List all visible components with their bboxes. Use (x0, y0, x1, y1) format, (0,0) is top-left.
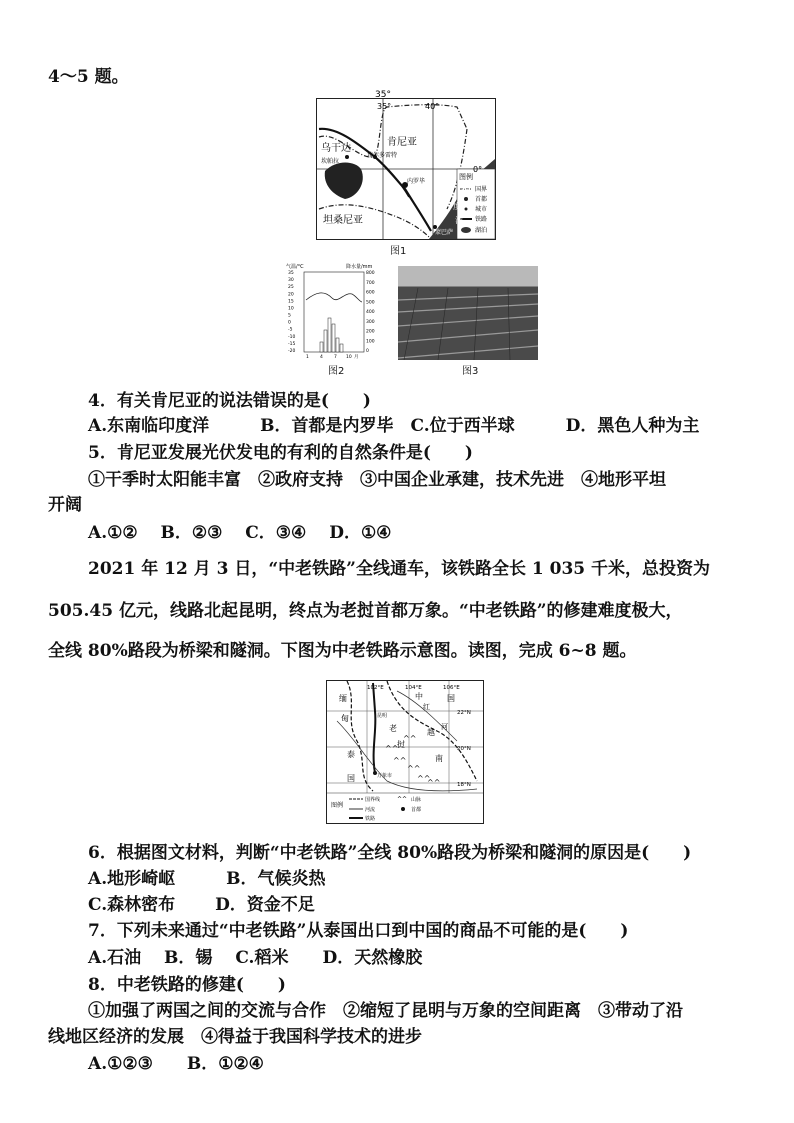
passage-line-3: 全线 80%路段为桥梁和隧洞。下图为中老铁路示意图。读图，完成 6~8 题。 (48, 641, 637, 661)
svg-text:^^: ^^ (397, 796, 408, 803)
svg-text:国界: 国界 (475, 186, 488, 193)
kenya-label: 肯尼亚 (387, 137, 417, 148)
temp-tick-label: -20 (288, 349, 296, 354)
svg-text:^^: ^^ (407, 764, 421, 773)
svg-text:城市: 城市 (475, 206, 488, 213)
question-5: 5．肯尼亚发展光伏发电的有利的自然条件是( ) (88, 443, 473, 463)
question-4: 4．有关肯尼亚的说法错误的是( ) (88, 391, 371, 411)
svg-text:国: 国 (447, 694, 455, 703)
passage-line-2: 505.45 亿元，线路北起昆明，终点为老挝首都万象。“中老铁路”的修建难度极大， (48, 601, 683, 621)
intro-text: 4～5 题。 (48, 67, 129, 87)
svg-text:泰: 泰 (347, 750, 355, 759)
temp-tick-label: 30 (288, 278, 294, 284)
svg-text:18°N: 18°N (457, 782, 471, 788)
mombasa-label: 蒙巴萨 (435, 229, 454, 236)
svg-text:^^: ^^ (427, 778, 441, 787)
svg-text:气温/°C: 气温/°C (286, 264, 304, 270)
precip-tick-label: 200 (366, 329, 375, 335)
question-4-options: A.东南临印度洋 B．首都是内罗毕 C.位于西半球 D．黑色人种为主 (88, 416, 700, 436)
svg-text:^^: ^^ (417, 774, 431, 783)
temp-tick-label: 15 (288, 299, 294, 305)
nairobi-label: 内罗毕 (407, 178, 426, 185)
precip-tick-label: 0 (366, 349, 369, 354)
legend-title: 图例 (459, 173, 473, 181)
question-8: 8．中老铁路的修建( ) (88, 975, 286, 995)
tanzania-label: 坦桑尼亚 (323, 215, 363, 226)
temp-tick-label: -15 (288, 341, 296, 347)
fig3-caption: 图3 (462, 366, 479, 377)
solar-farm-photo (398, 266, 538, 360)
svg-text:102°E: 102°E (367, 685, 384, 691)
svg-text:106°E: 106°E (443, 685, 460, 691)
svg-text:洋: 洋 (455, 216, 463, 225)
svg-text:国: 国 (347, 774, 355, 783)
precip-tick-label: 500 (366, 300, 375, 306)
fig1-caption: 图1 (390, 246, 407, 257)
question-5-options: A.①② B．②③ C．③④ D．①④ (88, 523, 392, 543)
svg-text:度: 度 (453, 202, 461, 211)
svg-text:缅: 缅 (339, 694, 347, 703)
precip-tick-label: 300 (366, 319, 375, 325)
svg-text:104°E: 104°E (405, 685, 422, 691)
lon-35-label: 35° (377, 102, 392, 111)
svg-text:月: 月 (354, 355, 359, 360)
svg-text:越: 越 (427, 728, 435, 737)
svg-text:昆明: 昆明 (377, 713, 388, 719)
question-6-options-b: C.森林密布 D．资金不足 (88, 895, 315, 915)
svg-text:印: 印 (461, 188, 469, 197)
temp-tick-label: 25 (288, 285, 294, 291)
svg-text:降水量/mm: 降水量/mm (346, 264, 373, 270)
lat-0-label: 0° (473, 165, 483, 174)
svg-text:甸: 甸 (341, 714, 349, 723)
question-5-items: ①干季时太阳能丰富 ②政府支持 ③中国企业承建，技术先进 ④地形平坦 (88, 470, 666, 490)
question-5-items-cont: 开阔 (48, 495, 82, 515)
svg-text:^^: ^^ (403, 734, 417, 743)
temp-tick-label: -10 (288, 334, 296, 340)
question-6-options-a: A.地形崎岖 B．气候炎热 (88, 869, 326, 889)
svg-text:万象市: 万象市 (377, 773, 393, 779)
eldoret-label: 埃尔多雷特 (367, 152, 398, 159)
svg-text:铁路: 铁路 (475, 216, 488, 223)
svg-text:湖泊: 湖泊 (475, 227, 488, 234)
svg-text:首都: 首都 (411, 807, 422, 813)
svg-text:国界线: 国界线 (365, 797, 381, 803)
question-7: 7．下列未来通过“中老铁路”从泰国出口到中国的商品不可能的是( ) (88, 921, 629, 941)
china-laos-railway-map (326, 680, 484, 824)
lon-40-label: 40° (425, 102, 440, 111)
precip-tick-label: 100 (366, 339, 375, 345)
question-8-options: A.①②③ B．①②④ (88, 1054, 264, 1074)
svg-text:山脉: 山脉 (411, 797, 422, 803)
svg-text:首都: 首都 (475, 196, 488, 203)
svg-text:20°N: 20°N (457, 746, 471, 752)
temp-tick-label: 10 (288, 306, 294, 312)
climate-chart (286, 262, 382, 360)
svg-text:4: 4 (320, 355, 323, 360)
svg-text:10: 10 (346, 355, 352, 360)
precip-tick-label: 800 (366, 271, 375, 276)
question-8-items: ①加强了两国之间的交流与合作 ②缩短了昆明与万象的空间距离 ③带动了沿 (88, 1001, 683, 1021)
svg-text:挝: 挝 (397, 740, 405, 749)
svg-text:图例: 图例 (331, 802, 344, 809)
svg-text:^^: ^^ (393, 756, 407, 765)
svg-text:1: 1 (306, 355, 309, 360)
precip-tick-label: 400 (366, 310, 375, 315)
svg-text:红: 红 (423, 703, 430, 711)
svg-text:河: 河 (441, 723, 448, 731)
question-6: 6．根据图文材料，判断“中老铁路”全线 80%路段为桥梁和隧洞的原因是( ) (88, 843, 692, 863)
svg-text:铁路: 铁路 (365, 816, 376, 822)
temp-tick-label: 35 (288, 271, 294, 276)
kenya-map (316, 90, 496, 240)
svg-text:7: 7 (334, 355, 337, 360)
temp-tick-label: -5 (288, 327, 293, 333)
svg-text:老: 老 (389, 724, 397, 733)
svg-text:中: 中 (415, 692, 423, 701)
svg-text:22°N: 22°N (457, 710, 471, 716)
precip-tick-label: 600 (366, 290, 375, 296)
temp-tick-label: 20 (288, 292, 294, 298)
fig2-caption: 图2 (328, 366, 345, 377)
temp-tick-label: 0 (288, 320, 291, 326)
svg-text:南: 南 (435, 754, 443, 763)
svg-text:35°: 35° (375, 90, 391, 100)
passage-line-1: 2021 年 12 月 3 日，“中老铁路”全线通车，该铁路全长 1 035 千米，总投资为 (88, 559, 711, 579)
svg-text:^^: ^^ (385, 744, 399, 753)
uganda-label: 乌干达 (321, 143, 351, 154)
question-8-items-cont: 线地区经济的发展 ④得益于我国科学技术的进步 (48, 1027, 422, 1047)
svg-text:河流: 河流 (365, 807, 376, 813)
kampala-label: 坎帕拉 (321, 158, 340, 165)
question-7-options: A.石油 B．锡 C.稻米 D．天然橡胶 (88, 948, 423, 968)
precip-tick-label: 700 (366, 280, 375, 286)
temp-tick-label: 5 (288, 313, 291, 319)
